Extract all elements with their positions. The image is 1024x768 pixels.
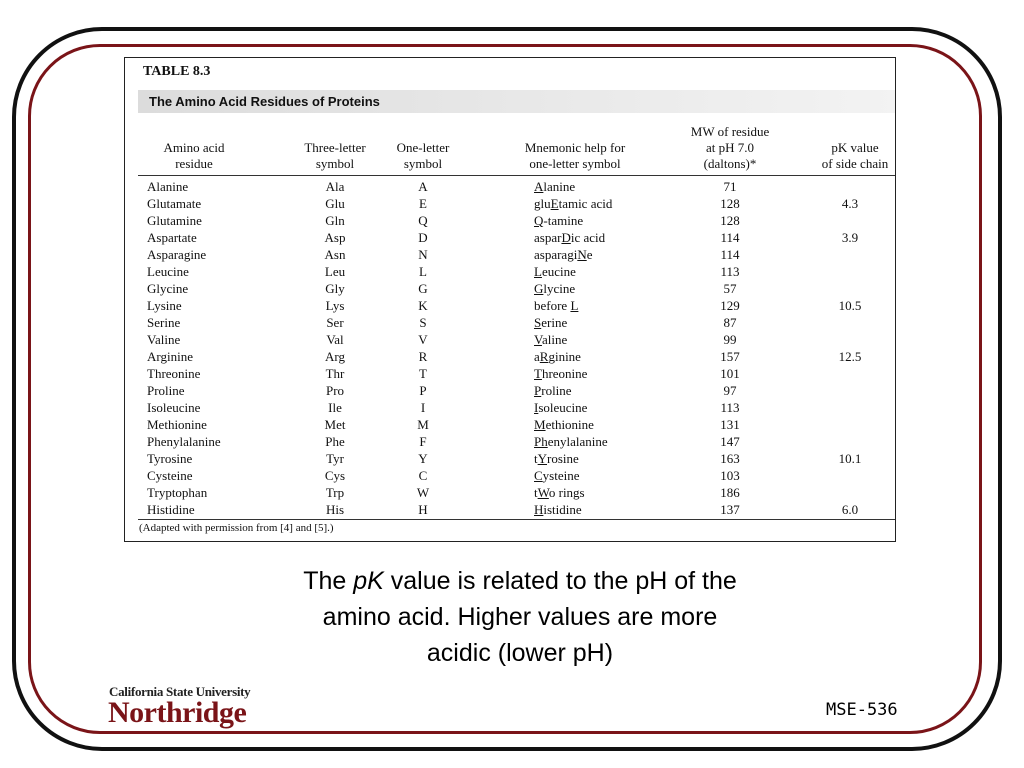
table-row — [125, 416, 895, 433]
mnemonic-text: t — [534, 451, 538, 466]
cell-amino-acid: Tyrosine — [147, 451, 193, 466]
mnemonic-text: e — [586, 247, 593, 262]
cell-one-letter: A — [418, 179, 428, 194]
cell-mw: 71 — [723, 179, 737, 194]
caption-line3: acidic (lower pH) — [426, 639, 614, 667]
cell-three-letter: Thr — [325, 366, 345, 381]
table-row — [125, 178, 895, 195]
header-pk-line1 — [805, 140, 896, 156]
header-mw-line2: at pH 7.0 — [705, 140, 755, 155]
mnemonic-text: t — [534, 485, 538, 500]
cell-one-letter: Q — [418, 213, 428, 228]
cell-mw: 113 — [720, 264, 740, 279]
header-mw-line3: (daltons)* — [703, 156, 757, 171]
table-row — [125, 382, 895, 399]
mnemonic-text: glu — [534, 196, 551, 211]
mnemonic-highlight: H — [534, 502, 544, 517]
cell-three-letter: Gln — [325, 213, 345, 228]
cell-mnemonic — [534, 178, 575, 195]
cell-mnemonic — [534, 331, 567, 348]
header-mw — [670, 124, 790, 172]
mnemonic-text: aspar — [534, 230, 562, 245]
cell-amino-acid: Histidine — [147, 502, 195, 517]
caption-line1 — [200, 563, 840, 599]
mnemonic-highlight: A — [534, 179, 544, 194]
cell-amino-acid: Proline — [147, 383, 185, 398]
mnemonic-text: lycine — [543, 281, 576, 296]
header-amino-acid-line1: Amino acid — [163, 140, 225, 155]
university-logo-bottom: Northridge — [108, 696, 247, 729]
header-three-letter-line2: symbol — [315, 156, 355, 171]
mnemonic-text: before — [534, 298, 571, 313]
table-number: TABLE 8.3 — [143, 64, 211, 79]
table-row — [125, 195, 895, 212]
cell-amino-acid: Glutamine — [147, 213, 202, 228]
cell-mw: 157 — [720, 349, 740, 364]
cell-three-letter: Glu — [325, 196, 345, 211]
cell-one-letter: I — [420, 400, 426, 415]
cell-mw: 147 — [720, 434, 740, 449]
cell-amino-acid: Alanine — [147, 179, 189, 194]
cell-three-letter: Arg — [325, 349, 345, 364]
cell-one-letter: M — [417, 417, 429, 432]
cell-three-letter: Val — [326, 332, 344, 347]
mnemonic-text: enylalanine — [547, 434, 608, 449]
table-row — [125, 229, 895, 246]
table-row — [125, 365, 895, 382]
cell-mnemonic — [534, 229, 605, 246]
caption-pk: pK — [353, 567, 384, 595]
cell-mnemonic — [534, 501, 582, 518]
header-three-letter-line1: Three-letter — [304, 140, 366, 155]
cell-mnemonic — [534, 314, 567, 331]
cell-three-letter: Trp — [325, 485, 345, 500]
table-row — [125, 246, 895, 263]
cell-mw: 87 — [723, 315, 737, 330]
cell-mnemonic — [534, 280, 575, 297]
cell-pk: 12.5 — [838, 349, 862, 364]
cell-amino-acid: Isoleucine — [147, 400, 201, 415]
cell-mw: 131 — [720, 417, 740, 432]
cell-amino-acid: Methionine — [147, 417, 207, 432]
mnemonic-highlight: G — [534, 281, 544, 296]
cell-mnemonic — [534, 263, 576, 280]
mnemonic-highlight: Q — [534, 213, 544, 228]
cell-mnemonic — [534, 399, 587, 416]
cell-mw: 128 — [720, 196, 740, 211]
cell-one-letter: G — [418, 281, 428, 296]
cell-mw: 101 — [720, 366, 740, 381]
header-divider — [138, 175, 896, 176]
mnemonic-text: a — [534, 349, 540, 364]
university-logo-top: California State University — [109, 684, 251, 699]
cell-one-letter: W — [416, 485, 430, 500]
cell-amino-acid: Lysine — [147, 298, 182, 313]
course-code: MSE-536 — [826, 700, 898, 720]
cell-three-letter: Asp — [324, 230, 346, 245]
table-row — [125, 263, 895, 280]
mnemonic-text: ysteine — [542, 468, 580, 483]
cell-mw: 103 — [720, 468, 740, 483]
table-footnote: (Adapted with permission from [4] and [5].) — [139, 522, 334, 534]
cell-amino-acid: Threonine — [147, 366, 201, 381]
mnemonic-highlight: L — [534, 264, 542, 279]
cell-one-letter: R — [418, 349, 428, 364]
cell-mw: 97 — [723, 383, 737, 398]
cell-three-letter: Lys — [325, 298, 345, 313]
mnemonic-text: aline — [541, 332, 568, 347]
cell-one-letter: D — [418, 230, 428, 245]
header-mnemonic-line2: one-letter symbol — [529, 156, 621, 171]
table-row — [125, 331, 895, 348]
cell-mw: 114 — [720, 230, 740, 245]
cell-mnemonic — [534, 195, 612, 212]
cell-mnemonic — [534, 348, 581, 365]
caption-rest1: value is related to the pH of the — [383, 567, 737, 595]
cell-pk: 3.9 — [841, 230, 859, 245]
header-mnemonic-line1: Mnemonic help for — [524, 140, 626, 155]
cell-amino-acid: Valine — [147, 332, 181, 347]
cell-mw: 129 — [720, 298, 740, 313]
header-one-letter-line2: symbol — [403, 156, 443, 171]
mnemonic-text: istidine — [543, 502, 582, 517]
cell-amino-acid: Asparagine — [147, 247, 207, 262]
cell-three-letter: Pro — [325, 383, 345, 398]
cell-amino-acid: Leucine — [147, 264, 189, 279]
mnemonic-highlight: E — [550, 196, 559, 211]
cell-three-letter: Cys — [324, 468, 346, 483]
cell-amino-acid: Tryptophan — [147, 485, 208, 500]
cell-mw: 163 — [720, 451, 740, 466]
cell-pk: 10.5 — [838, 298, 862, 313]
mnemonic-highlight: P — [534, 383, 542, 398]
cell-one-letter: S — [419, 315, 427, 330]
mnemonic-highlight: M — [534, 417, 546, 432]
cell-amino-acid: Phenylalanine — [147, 434, 221, 449]
cell-amino-acid: Serine — [147, 315, 181, 330]
caption-pre: The — [303, 567, 354, 595]
mnemonic-text: o rings — [548, 485, 585, 500]
cell-mw: 57 — [723, 281, 737, 296]
table-row — [125, 212, 895, 229]
cell-three-letter: Asn — [324, 247, 346, 262]
cell-pk: 10.1 — [838, 451, 862, 466]
cell-mnemonic — [534, 416, 594, 433]
table-title: The Amino Acid Residues of Proteins — [149, 94, 380, 109]
mnemonic-text: eucine — [541, 264, 576, 279]
mnemonic-highlight: N — [577, 247, 587, 262]
header-three-letter — [275, 140, 395, 172]
footer-divider — [138, 519, 896, 520]
table-row — [125, 348, 895, 365]
cell-one-letter: K — [418, 298, 428, 313]
cell-mnemonic — [534, 467, 580, 484]
mnemonic-highlight: T — [534, 366, 542, 381]
header-pk-text: pK value — [831, 140, 879, 155]
cell-pk: 4.3 — [841, 196, 859, 211]
cell-mw: 137 — [720, 502, 740, 517]
cell-mnemonic — [534, 382, 572, 399]
mnemonic-text: roline — [541, 383, 572, 398]
cell-three-letter: Ser — [326, 315, 344, 330]
table-row — [125, 399, 895, 416]
mnemonic-highlight: Y — [537, 451, 548, 466]
caption-line2: amino acid. Higher values are more — [322, 603, 718, 631]
header-amino-acid-line2: residue — [175, 156, 213, 171]
cell-mnemonic — [534, 433, 608, 450]
cell-three-letter: Leu — [324, 264, 346, 279]
mnemonic-highlight: W — [537, 485, 549, 500]
cell-three-letter: Ile — [328, 400, 342, 415]
table-row — [125, 484, 895, 501]
cell-one-letter: L — [419, 264, 427, 279]
header-mw-line1: MW of residue — [690, 124, 770, 139]
cell-three-letter: Phe — [325, 434, 345, 449]
slide-caption — [200, 563, 840, 671]
cell-amino-acid: Glutamate — [147, 196, 202, 211]
header-pk-line2: of side chain — [821, 156, 889, 171]
cell-one-letter: P — [419, 383, 427, 398]
cell-one-letter: F — [419, 434, 427, 449]
cell-mnemonic — [534, 212, 583, 229]
cell-one-letter: E — [419, 196, 427, 211]
cell-one-letter: C — [418, 468, 428, 483]
cell-mnemonic — [534, 365, 587, 382]
cell-one-letter: V — [418, 332, 428, 347]
cell-one-letter: N — [418, 247, 428, 262]
mnemonic-highlight: I — [534, 400, 539, 415]
cell-one-letter: H — [418, 502, 428, 517]
mnemonic-text: soleucine — [538, 400, 588, 415]
cell-amino-acid: Aspartate — [147, 230, 197, 245]
mnemonic-text: rosine — [547, 451, 579, 466]
mnemonic-highlight: D — [561, 230, 571, 245]
header-amino-acid — [139, 140, 249, 172]
mnemonic-text: hreonine — [541, 366, 588, 381]
table-row — [125, 314, 895, 331]
table-row — [125, 450, 895, 467]
cell-mnemonic — [534, 246, 592, 263]
header-one-letter — [381, 140, 465, 172]
mnemonic-text: tamic acid — [558, 196, 613, 211]
cell-amino-acid: Glycine — [147, 281, 189, 296]
mnemonic-highlight: V — [534, 332, 542, 347]
cell-mnemonic — [534, 484, 585, 501]
cell-mw: 114 — [720, 247, 740, 262]
cell-mw: 186 — [720, 485, 740, 500]
cell-mw: 99 — [723, 332, 737, 347]
mnemonic-text: ginine — [548, 349, 581, 364]
cell-three-letter: Gly — [325, 281, 345, 296]
table-row — [125, 433, 895, 450]
cell-three-letter: His — [325, 502, 345, 517]
mnemonic-highlight: S — [534, 315, 542, 330]
cell-three-letter: Met — [324, 417, 346, 432]
mnemonic-text: ic acid — [570, 230, 606, 245]
cell-mnemonic — [534, 297, 578, 314]
header-mnemonic — [500, 140, 650, 172]
table-row — [125, 297, 895, 314]
mnemonic-text: asparagi — [534, 247, 578, 262]
mnemonic-highlight: L — [570, 298, 579, 313]
cell-mnemonic — [534, 450, 579, 467]
table-row — [125, 467, 895, 484]
mnemonic-highlight: R — [539, 349, 549, 364]
cell-mw: 128 — [720, 213, 740, 228]
header-one-letter-line1: One-letter — [396, 140, 450, 155]
mnemonic-highlight: Ph — [534, 434, 548, 449]
mnemonic-text: lanine — [543, 179, 576, 194]
mnemonic-highlight: C — [534, 468, 543, 483]
mnemonic-text: -tamine — [543, 213, 584, 228]
mnemonic-text: ethionine — [545, 417, 594, 432]
mnemonic-text: erine — [541, 315, 568, 330]
cell-one-letter: Y — [418, 451, 428, 466]
amino-acid-table — [124, 57, 896, 542]
cell-three-letter: Ala — [325, 179, 345, 194]
cell-amino-acid: Cysteine — [147, 468, 193, 483]
cell-amino-acid: Arginine — [147, 349, 193, 364]
table-row — [125, 501, 895, 518]
header-pk — [805, 140, 896, 172]
cell-three-letter: Tyr — [326, 451, 344, 466]
cell-one-letter: T — [419, 366, 427, 381]
table-row — [125, 280, 895, 297]
cell-mw: 113 — [720, 400, 740, 415]
cell-pk: 6.0 — [841, 502, 859, 517]
